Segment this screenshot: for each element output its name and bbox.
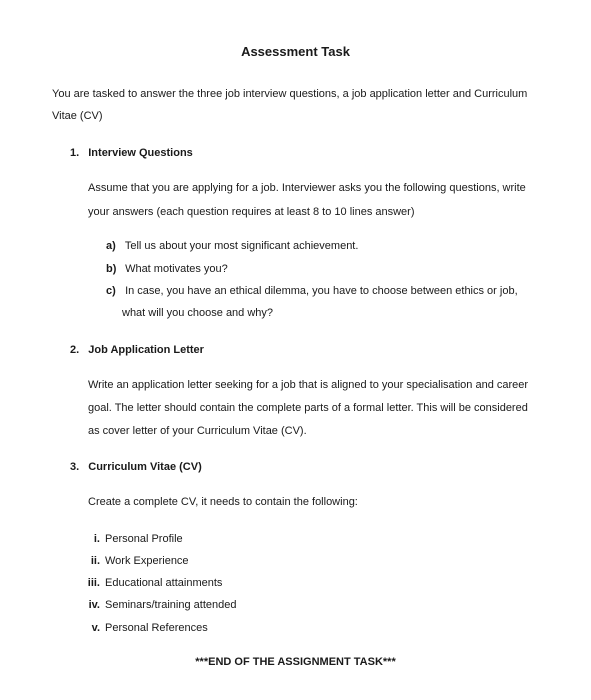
cv-item-text: Personal References <box>105 622 208 634</box>
question-c-continuation: what will you choose and why? <box>122 307 274 319</box>
cv-item-numeral: v. <box>91 622 100 634</box>
section-number: 1. <box>70 147 80 159</box>
question-text: Tell us about your most significant achievement. <box>124 240 359 252</box>
cv-item-work-experience <box>80 555 189 567</box>
question-letter: a) <box>106 240 116 252</box>
cv-item-text: Work Experience <box>105 555 189 567</box>
section-1-heading <box>70 147 193 159</box>
section-number: 3. <box>70 461 80 473</box>
cv-item-personal-profile <box>80 533 183 545</box>
cv-item-text: Educational attainments <box>105 577 223 589</box>
end-of-task-footer: ***END OF THE ASSIGNMENT TASK*** <box>195 656 396 668</box>
intro-text-line-1: You are tasked to answer the three job interview questions, a job application letter and Curriculum <box>52 88 528 100</box>
question-c <box>106 285 518 297</box>
cv-item-numeral: iv. <box>88 599 100 611</box>
document-title: Assessment Task <box>241 44 350 59</box>
section-3-body-line-1: Create a complete CV, it needs to contain the following: <box>88 496 358 508</box>
section-2-heading <box>70 344 204 356</box>
cv-item-text: Personal Profile <box>105 533 183 545</box>
section-title: Interview Questions <box>88 147 193 159</box>
question-a <box>106 240 358 252</box>
section-2-body-line-1: Write an application letter seeking for a job that is aligned to your specialisation and career <box>88 379 529 391</box>
cv-item-educational-attainments <box>80 577 222 589</box>
section-2-body-line-3: as cover letter of your Curriculum Vitae (CV). <box>88 425 307 437</box>
intro-text-line-2: Vitae (CV) <box>52 110 103 122</box>
cv-item-numeral: ii. <box>90 555 100 567</box>
question-b <box>106 263 228 275</box>
section-title: Job Application Letter <box>88 344 204 356</box>
section-1-body-line-1: Assume that you are applying for a job. Interviewer asks you the following questions, write <box>88 182 526 194</box>
section-1-body-line-2: your answers (each question requires at least 8 to 10 lines answer) <box>88 206 415 218</box>
section-title: Curriculum Vitae (CV) <box>88 461 202 473</box>
cv-item-text: Seminars/training attended <box>105 599 237 611</box>
cv-item-numeral: i. <box>93 533 100 545</box>
section-3-heading <box>70 461 202 473</box>
cv-item-numeral: iii. <box>87 577 100 589</box>
question-letter: b) <box>106 263 117 275</box>
section-number: 2. <box>70 344 80 356</box>
cv-item-seminars-training <box>80 599 236 611</box>
question-text: What motivates you? <box>125 263 228 275</box>
cv-item-personal-references <box>80 622 208 634</box>
question-text: In case, you have an ethical dilemma, you have to choose between ethics or job, <box>125 285 518 297</box>
question-letter: c) <box>106 285 116 297</box>
section-2-body-line-2: goal. The letter should contain the complete parts of a formal letter. This will be considered <box>88 402 528 414</box>
